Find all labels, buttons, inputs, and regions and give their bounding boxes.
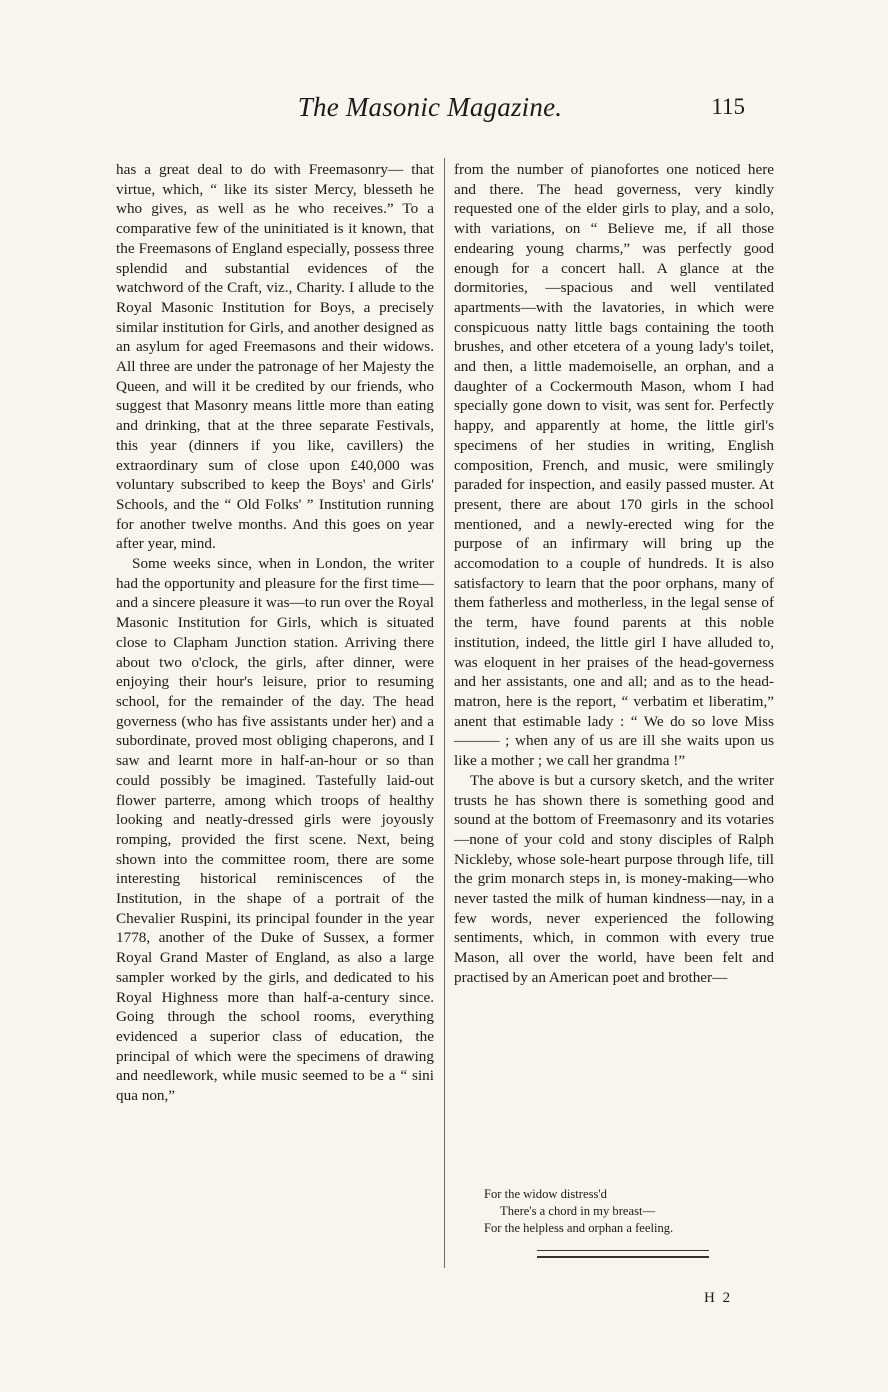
right-paragraph-2: The above is but a cursory sketch, and the writer trusts he has shown there is something good and sound at the bottom of Freemasonry and its votaries—none of your cold and stony disciples of Ralph Nickleby, whose sole-heart purpose through life, till the grim monarch steps in, is money-making—who never tasted the milk of human kindness—nay, in a few words, never experienced the following sentiments, which, in common with every true Mason, all over the world, have been felt and practised by an American poet and brother— [454,771,774,986]
left-paragraph-1: has a great deal to do with Freemasonry— that virtue, which, “ like its sister Mercy, blesseth he who gives, as well as he who receives.” To a comparative few of the uninitiated is it known, that the Freemasons of England especially, possess three splendid and substantial evidences of the watchword of the Craft, viz., Charity. I allude to the Royal Masonic Institution for Boys, a precisely similar institution for Girls, and another designed as an asylum for aged Freemasons and their widows. All three are under the patronage of her Majesty the Queen, and will it be credited by our friends, who suggest that Masonry means little more than eating and drinking, that at the three separate Festivals, this year (dinners if you like, cavillers) the extraordinary sum of close upon £40,000 was voluntary subscribed to keep the Boys' and Girls' Schools, and the “ Old Folks' ” Institution running for another twelve months. And this goes on year after year, mind. [116,161,434,553]
magazine-title: The Masonic Magazine. [297,92,563,122]
right-column [454,160,774,988]
left-column [116,160,434,1106]
page-number: 115 [711,94,745,119]
printer-signature-mark: H 2 [704,1290,733,1306]
column-divider [444,158,445,1268]
verse-line-3: For the helpless and orphan a feeling. [484,1221,674,1235]
right-paragraph-1: from the number of pianofortes one noticed here and there. The head governess, very kindly requested one of the elder girls to play, and a solo, with variations, on “ Believe me, if all those endearing young charms,” was perfectly good enough for a concert hall. A glance at the dormitories, —spacious and well ventilated apartments—with the lavatories, in which were conspicuous natty little bags containing the tooth brushes, and other etcetera of a young lady's toilet, and then, a little mademoiselle, an orphan, and a daughter of a Cockermouth Mason, whom I had specially gone down to visit, was sent for. Perfectly happy, and apparently at home, the little girl's specimens of her studies in writing, English composition, French, and music, were smilingly paraded for inspection, and easily passed muster. At present, there are about 170 girls in the school mentioned, and a newly-erected wing for the purpose of an infirmary will bring up the accomodation to a couple of hundreds. It is also satisfactory to learn that the poor orphans, many of them fatherless and motherless, in the legal sense of the term, have found parents at this noble institution, indeed, the little girl I have alluded to, was eloquent in her praises of the head-governess and her assistants, one and all; and as to the head-matron, here is the report, “ verbatim et liberatim,” anent that estimable lady : “ We do so love Miss ——— ; when any of us are ill she waits upon us like a mother ; we call her grandma !” [454,161,774,770]
closing-rule [537,1250,709,1258]
verse-line-1: For the widow distress'd [484,1187,607,1201]
verse-line-2: There's a chord in my breast— [500,1204,656,1218]
poem-verse [484,1186,673,1237]
left-paragraph-2: Some weeks since, when in London, the writer had the opportunity and pleasure for the first time—and a sincere pleasure it was—to run over the Royal Masonic Institution for Girls, which is situated close to Clapham Junction station. Arriving there about two o'clock, the girls, after dinner, were enjoying their hour's leisure, prior to resuming school, for the remainder of the day. The head governess (who has five assistants under her) and a subordinate, proved most obliging chaperons, and I saw and learnt more in half-an-hour or so than could possibly be imagined. Tastefully laid-out flower parterre, among which troops of healthy looking and neatly-dressed girls were joyously romping, provided the first scene. Next, being shown into the committee room, there are some interesting historical reminiscences of the Institution, in the shape of a portrait of the Chevalier Ruspini, its principal founder in the year 1778, another of the Duke of Sussex, a former Royal Grand Master of England, as also a large sampler worked by the girls, and dedicated to his Royal Highness more than half-a-century since. Going through the school rooms, everything evidenced a superior class of education, the principal of which were the specimens of drawing and needlework, while music seemed to be a “ sini qua non,” [116,555,434,1105]
running-header [115,92,745,126]
